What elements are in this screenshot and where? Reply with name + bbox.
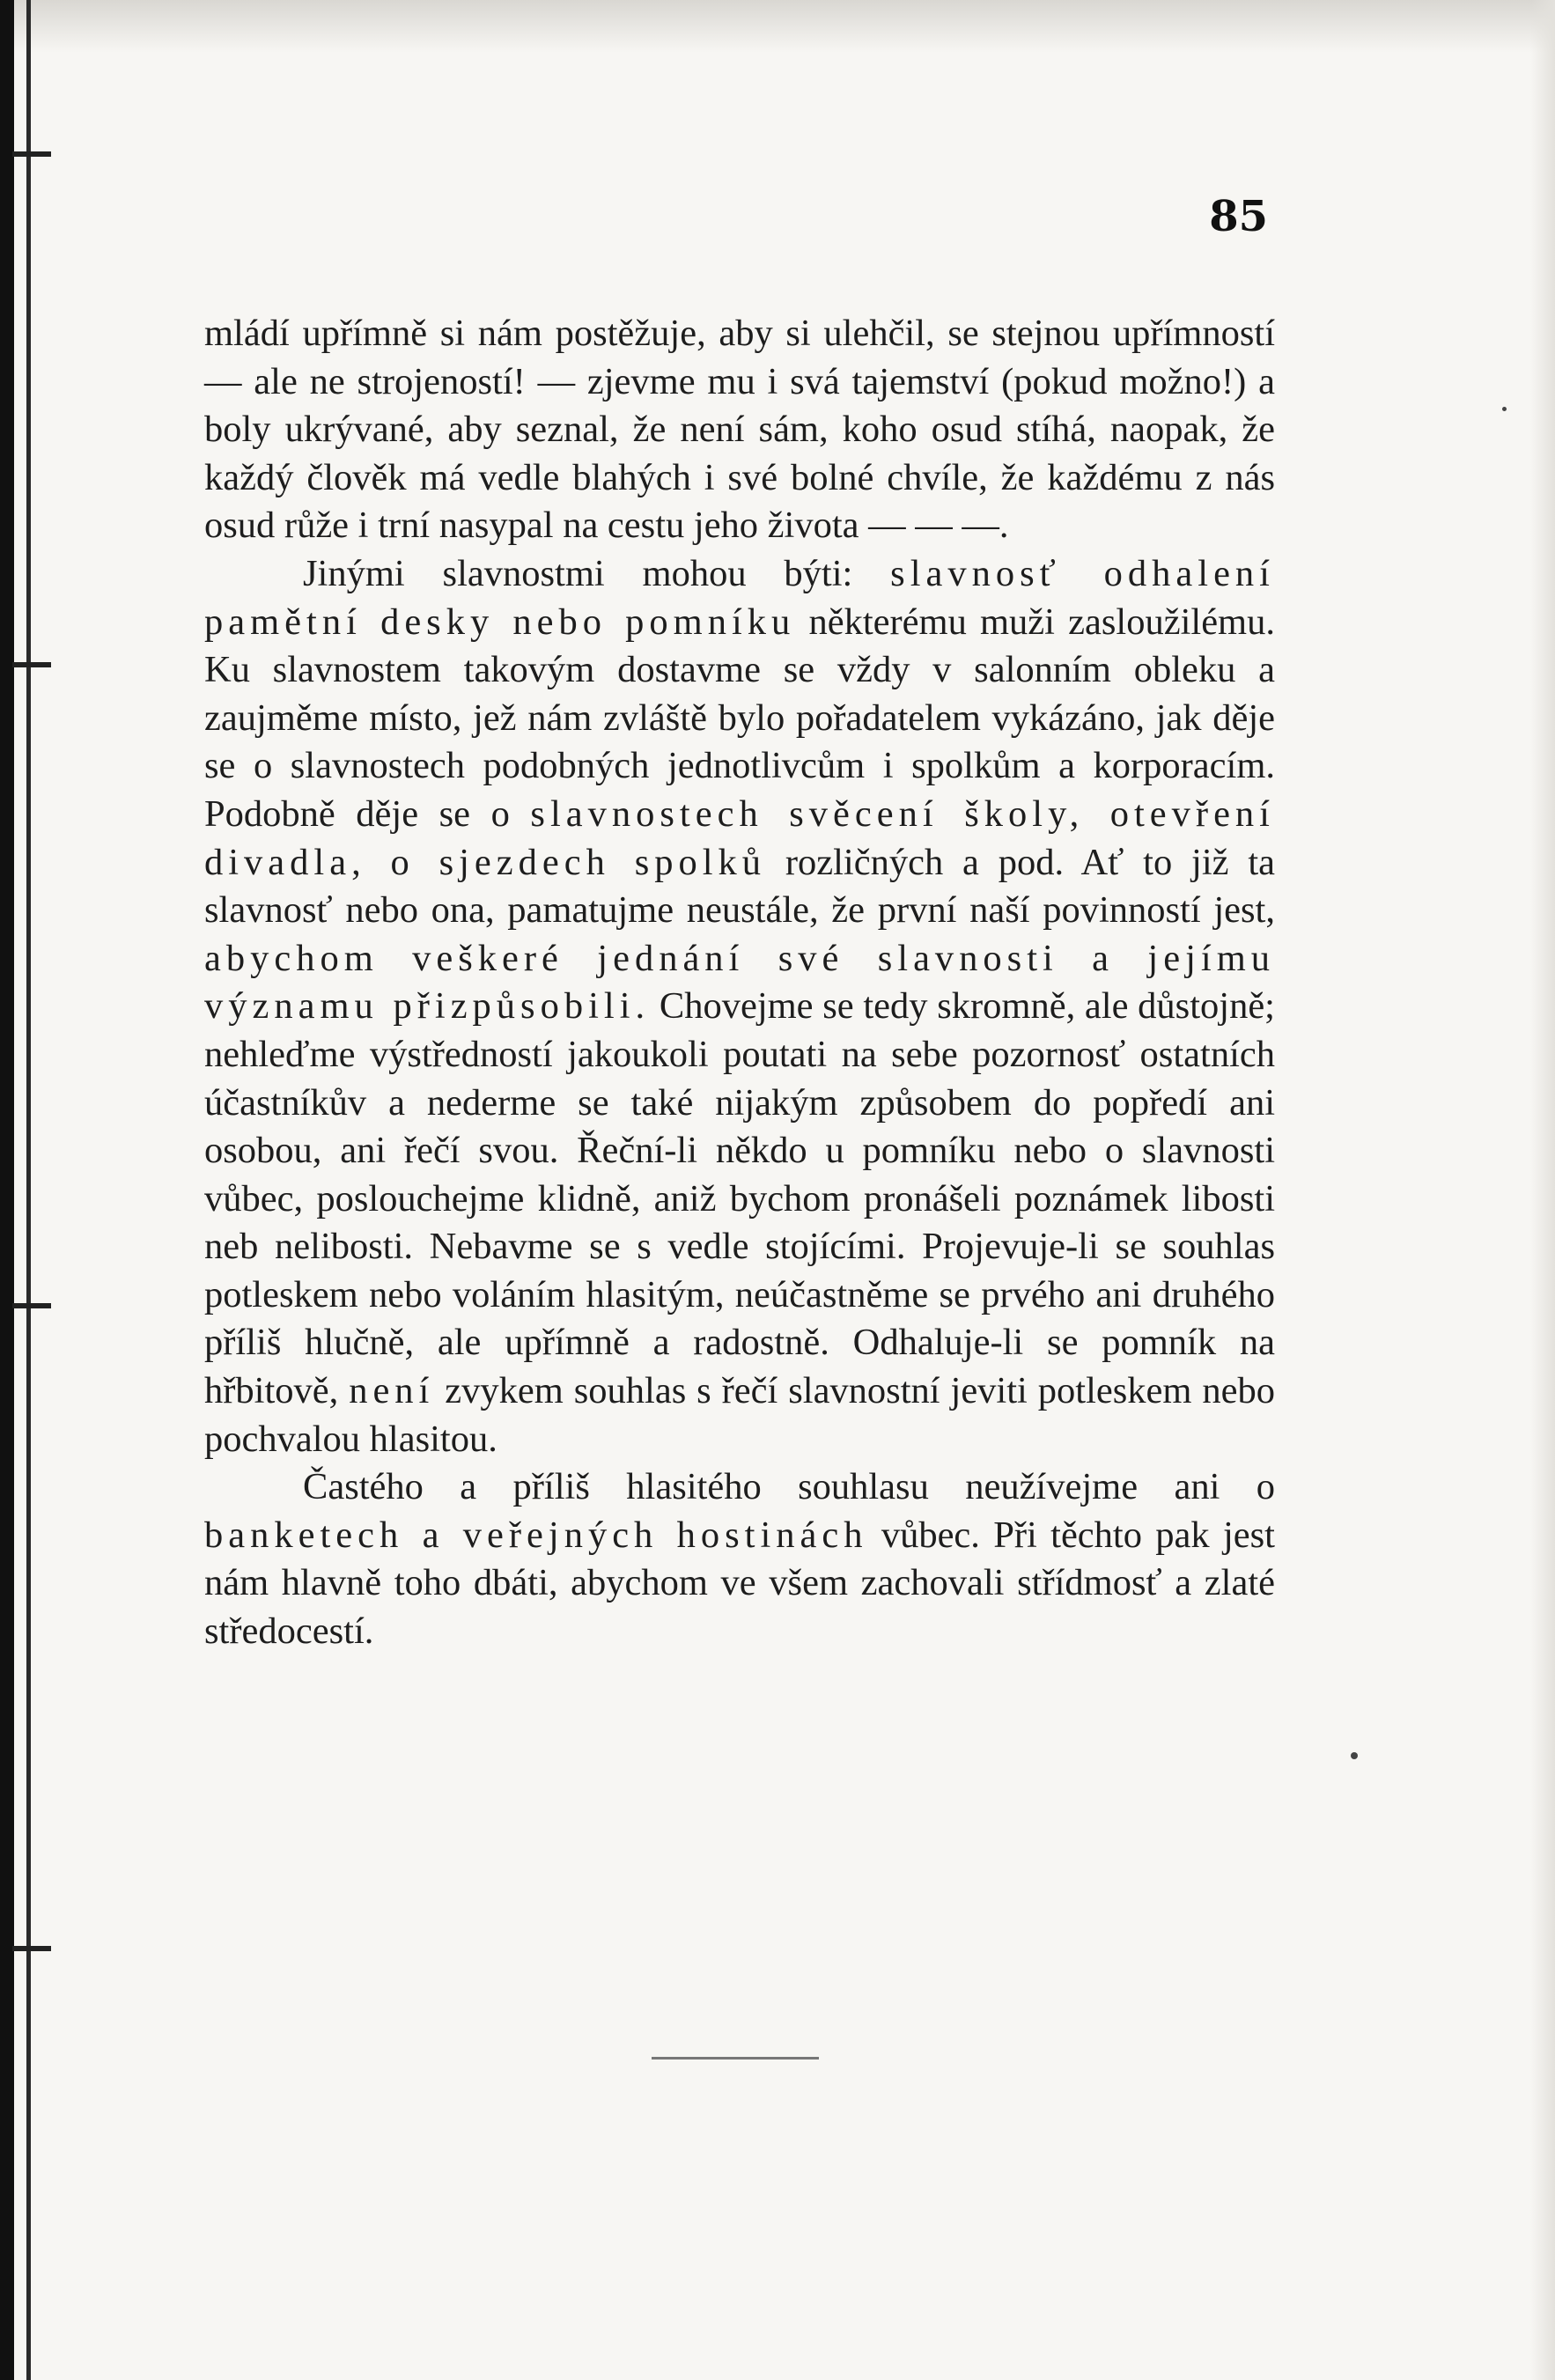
binding-line bbox=[26, 0, 31, 2380]
scan-speck bbox=[1502, 407, 1507, 411]
binding-tick bbox=[12, 662, 51, 667]
end-rule bbox=[652, 2057, 819, 2059]
page-number: 85 bbox=[1209, 192, 1268, 241]
text-span: některému muži zasloužilému. Ku slavnostem takovým dostavme se vždy v salonním obleku a zaujměme místo, jež nám zvláště bylo pořadatelem vykázáno, jak děje se o slavnostech podobných jednotlivcům i spolkům a korporacím. Podobně děje se o bbox=[204, 601, 1275, 835]
binding-tick bbox=[12, 151, 51, 157]
spaced-text: banketech a veřejných hostinách bbox=[204, 1514, 868, 1556]
text-span: vůbec. Při těchto pak jest nám hlavně toho dbáti, abychom ve všem zachovali střídmosť a zlaté středocestí. bbox=[204, 1514, 1275, 1653]
binding-tick bbox=[12, 1303, 51, 1308]
spaced-text: není bbox=[349, 1370, 435, 1412]
binding-tick bbox=[12, 1946, 51, 1951]
spaced-text: abychom veškeré jednání své slavnosti a jejímu významu přizpůsobili. bbox=[204, 937, 1275, 1028]
text-span: rozličných a pod. Ať to již ta slavnosť nebo ona, pamatujme neustále, že první naší povinností jest, bbox=[204, 841, 1276, 932]
body-text bbox=[204, 310, 1275, 1656]
text-span: zvykem souhlas s řečí slavnostní jeviti potleskem nebo pochvalou hlasitou. bbox=[204, 1370, 1275, 1460]
paragraph-2 bbox=[204, 550, 1275, 1463]
spaced-text: slavnosť odhalení pamětní desky nebo pomníku bbox=[204, 552, 1275, 643]
text-span: Chovejme se tedy skromně, ale důstojně; nehleďme výstředností jakoukoli poutati na sebe pozornosť ostatních účastníkův a nederme se také nijakým způsobem do popředí ani osobou, ani řečí svou. Řeční-li někdo u pomníku nebo o slavnosti vůbec, poslouchejme klidně, aniž bychom pronášeli poznámek libosti neb nelibosti. Nebavme se s vedle stojícími. Projevuje-li se souhlas potleskem nebo voláním hlasitým, neúčastněme se prvého ani druhého příliš hlučně, ale upřímně a radostně. Odhaluje-li se pomník na hřbitově, bbox=[204, 985, 1275, 1412]
paragraph-1: mládí upřímně si nám postěžuje, aby si ulehčil, se stejnou upřímností — ale ne strojeností! — zjevme mu i svá tajemství (pokud možno!) a boly ukrývané, aby seznal, že není sám, koho osud stíhá, naopak, že každý člověk má vedle blahých i své bolné chvíle, že každému z nás osud růže i trní nasypal na cestu jeho života — — —. bbox=[204, 313, 1275, 547]
paragraph-3 bbox=[204, 1463, 1275, 1655]
text-span: Jinými slavnostmi mohou býti: bbox=[303, 552, 853, 594]
spaced-text: slavnostech svěcení školy, otevření divadla, o sjezdech spolků bbox=[204, 792, 1275, 883]
scan-shadow-top bbox=[14, 0, 1555, 53]
scan-shadow-right bbox=[1530, 0, 1555, 2380]
scan-speck bbox=[1351, 1752, 1358, 1759]
binding-edge bbox=[0, 0, 14, 2380]
text-span: Častého a příliš hlasitého souhlasu neužívejme ani o bbox=[303, 1466, 1275, 1508]
